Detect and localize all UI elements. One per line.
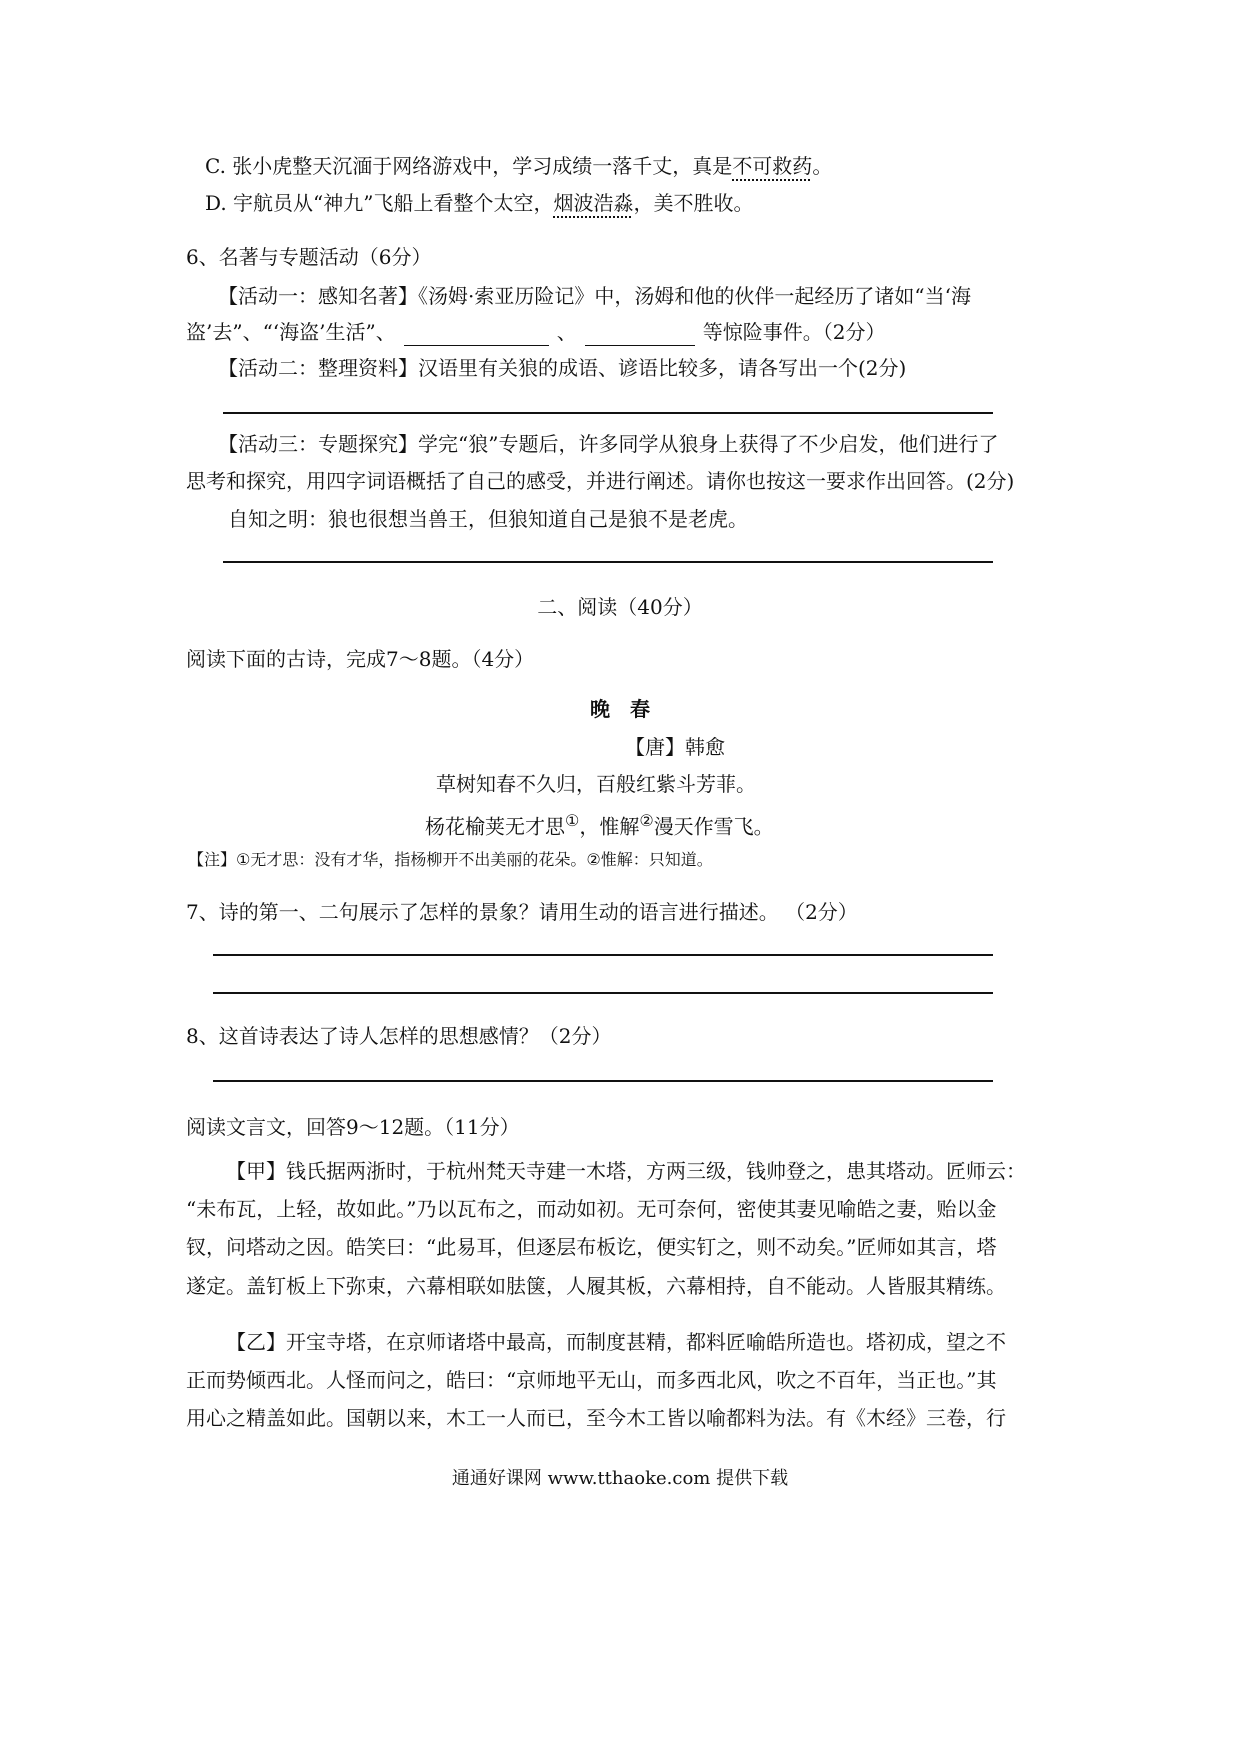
marked-phrase: 不可救药: [732, 154, 813, 178]
poem-note: 【注】①无才思：没有才华，指杨柳开不出美丽的花朵。②惟解：只知道。: [188, 850, 713, 869]
q6-title: 6、名著与专题活动（6分）: [186, 245, 432, 269]
jia-line: 【甲】钱氏据两浙时，于杭州梵天寺建一木塔，方两三级，钱帅登之，患其塔动。匠师云：: [226, 1159, 1026, 1183]
jia-line: 钗，问塔动之因。皓笑曰：“此易耳，但逐层布板讫，便实钉之，则不动矣。”匠师如其言，塔: [186, 1235, 997, 1259]
option-d: D. 宇航员从“神九”飞船上看整个太空，烟波浩淼，美不胜收。: [205, 191, 754, 215]
q6-activity3-line2: 思考和探究，用四字词语概括了自己的感受，并进行阐述。请你也按这一要求作出回答。(2分): [186, 469, 1015, 493]
q7: 7、诗的第一、二句展示了怎样的景象？请用生动的语言进行描述。 （2分）: [186, 900, 858, 924]
poem-intro: 阅读下面的古诗，完成7～8题。（4分）: [186, 647, 535, 671]
jia-line: “未布瓦，上轻，故如此。”乃以瓦布之，而动如初。无可奈何，密使其妻见喻皓之妻，贻以金: [186, 1197, 997, 1221]
yi-line: 【乙】开宝寺塔，在京师诸塔中最高，而制度甚精，都料匠喻皓所造也。塔初成，望之不: [226, 1330, 1006, 1354]
answer-blank[interactable]: [585, 325, 695, 346]
section-title: 二、阅读（40分）: [537, 595, 703, 619]
jia-line: 遂定。盖钉板上下弥束，六幕相联如胠箧，人履其板，六幕相持，自不能动。人皆服其精练。: [186, 1274, 1006, 1298]
footnote-marker: ②: [639, 811, 654, 830]
q6-activity1-line1: 【活动一：感知名著】《汤姆·索亚历险记》中，汤姆和他的伙伴一起经历了诸如“当‘海: [218, 284, 971, 308]
q6-activity1-line2: 盗’去”、“‘海盗’生活”、 、 等惊险事件。（2分）: [186, 320, 886, 344]
q6-activity2: 【活动二：整理资料】汉语里有关狼的成语、谚语比较多，请各写出一个(2分): [218, 356, 907, 380]
answer-line[interactable]: [223, 412, 993, 414]
answer-line[interactable]: [213, 992, 993, 994]
classical-intro: 阅读文言文，回答9～12题。（11分）: [186, 1115, 520, 1139]
q6-activity3-line1: 【活动三：专题探究】学完“狼”专题后，许多同学从狼身上获得了不少启发，他们进行了: [218, 432, 999, 456]
yi-line: 用心之精盖如此。国朝以来，木工一人而已，至今木工皆以喻都料为法。有《木经》三卷，行: [186, 1406, 1006, 1430]
poem-author: 【唐】韩愈: [625, 735, 725, 759]
yi-line: 正而势倾西北。人怪而问之，皓曰：“京师地平无山，而多西北风，吹之不百年，当正也。”其: [186, 1368, 997, 1392]
page-footer: 通通好课网 www.tthaoke.com 提供下载: [451, 1468, 789, 1489]
marked-phrase: 烟波浩淼: [553, 191, 634, 215]
poem-line-2: 杨花榆荚无才思①，惟解②漫天作雪飞。: [425, 811, 774, 839]
answer-line[interactable]: [223, 561, 993, 563]
q6-activity3-example: 自知之明：狼也很想当兽王，但狼知道自己是狼不是老虎。: [228, 507, 748, 531]
option-c: C. 张小虎整天沉湎于网络游戏中，学习成绩一落千丈，真是不可救药。: [205, 154, 833, 178]
poem-title: 晚 春: [590, 697, 650, 721]
q8: 8、这首诗表达了诗人怎样的思想感情？（2分）: [186, 1024, 612, 1048]
footnote-marker: ①: [565, 811, 580, 830]
answer-line[interactable]: [213, 1080, 993, 1082]
poem-line-1: 草树知春不久归，百般红紫斗芳菲。: [436, 772, 756, 796]
answer-line[interactable]: [213, 954, 993, 956]
answer-blank[interactable]: [404, 325, 549, 346]
